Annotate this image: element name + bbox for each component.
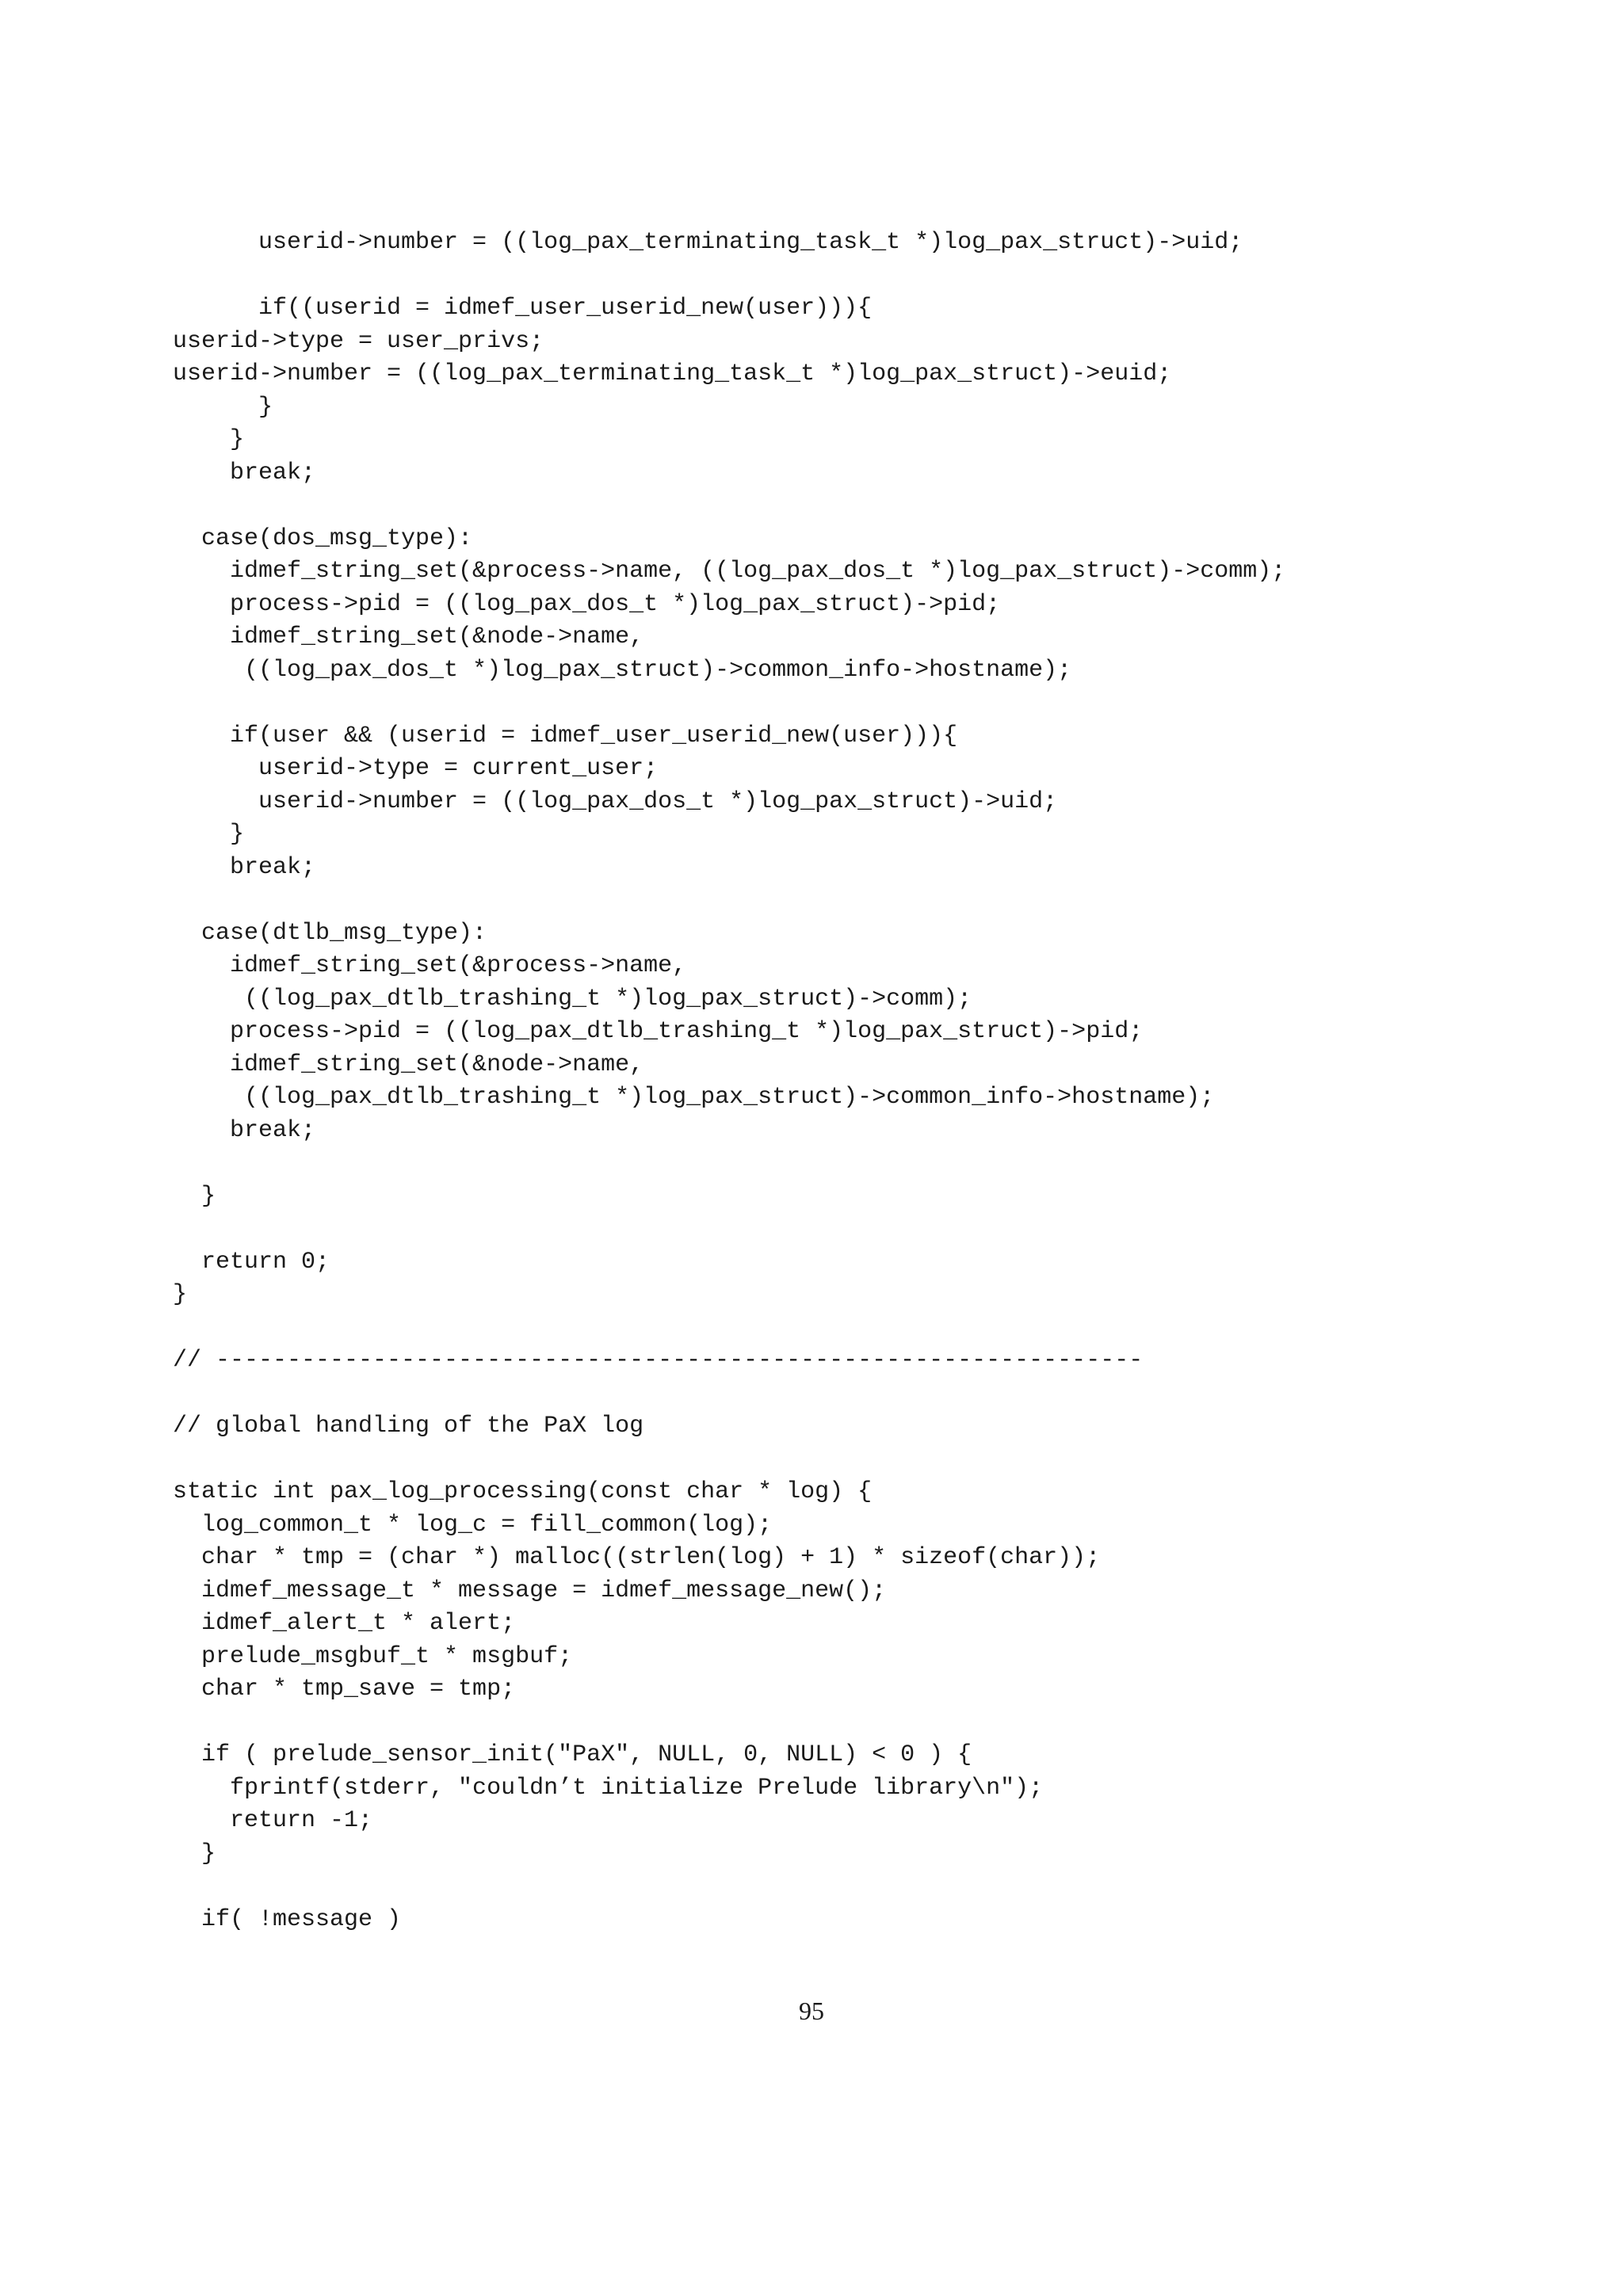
code-line: if(user && (userid = idmef_user_userid_new(user))){: [173, 722, 958, 749]
code-line: [173, 884, 1285, 917]
code-line: case(dtlb_msg_type):: [173, 919, 487, 947]
code-line: [173, 1147, 1285, 1180]
code-line: // global handling of the PaX log: [173, 1413, 644, 1440]
code-line: if((userid = idmef_user_userid_new(user))){: [173, 295, 873, 322]
code-line: ((log_pax_dtlb_trashing_t *)log_pax_struct)->comm);: [173, 985, 972, 1013]
code-line: break;: [173, 853, 316, 881]
code-line: // -----------------------------------------------------------------: [173, 1347, 1144, 1374]
code-line: break;: [173, 1116, 316, 1144]
code-line: prelude_msgbuf_t * msgbuf;: [173, 1642, 573, 1670]
code-line: fprintf(stderr, "couldn’t initialize Prelude library\n");: [173, 1774, 1044, 1802]
code-line: idmef_alert_t * alert;: [173, 1610, 516, 1637]
code-line: idmef_message_t * message = idmef_message_new();: [173, 1577, 887, 1604]
code-line: idmef_string_set(&node->name,: [173, 624, 644, 650]
code-line: userid->type = user_privs;: [173, 327, 544, 355]
code-line: break;: [173, 459, 316, 486]
code-listing: [173, 227, 1285, 1936]
code-line: }: [173, 426, 245, 453]
code-line: static int pax_log_processing(const char * log) {: [173, 1478, 873, 1505]
code-line: ((log_pax_dos_t *)log_pax_struct)->common_info->hostname);: [173, 656, 1072, 684]
code-line: case(dos_msg_type):: [173, 524, 473, 552]
code-line: process->pid = ((log_pax_dtlb_trashing_t *)log_pax_struct)->pid;: [173, 1018, 1144, 1045]
code-line: }: [173, 821, 245, 848]
code-line: return 0;: [173, 1248, 330, 1276]
code-line: log_common_t * log_c = fill_common(log);: [173, 1511, 773, 1539]
code-line: ((log_pax_dtlb_trashing_t *)log_pax_struct)->common_info->hostname);: [173, 1084, 1215, 1111]
code-line: userid->number = ((log_pax_terminating_task_t *)log_pax_struct)->euid;: [173, 360, 1172, 387]
code-line: [173, 687, 1285, 720]
code-line: [173, 1444, 1285, 1477]
code-line: userid->number = ((log_pax_terminating_task_t *)log_pax_struct)->uid;: [173, 229, 1243, 256]
code-line: }: [173, 1281, 188, 1308]
code-line: }: [173, 1182, 216, 1210]
code-line: [173, 1707, 1285, 1740]
code-line: [173, 1871, 1285, 1904]
code-line: idmef_string_set(&process->name, ((log_pax_dos_t *)log_pax_struct)->comm);: [173, 558, 1286, 585]
code-line: if( !message ): [173, 1905, 402, 1933]
code-line: idmef_string_set(&node->name,: [173, 1051, 644, 1078]
code-line: userid->number = ((log_pax_dos_t *)log_pax_struct)->uid;: [173, 788, 1058, 815]
code-line: [173, 1378, 1285, 1411]
code-line: char * tmp = (char *) malloc((strlen(log) + 1) * sizeof(char));: [173, 1544, 1101, 1571]
code-line: [173, 260, 1285, 293]
code-line: process->pid = ((log_pax_dos_t *)log_pax_struct)->pid;: [173, 590, 1001, 618]
code-line: userid->type = current_user;: [173, 755, 659, 782]
code-line: [173, 490, 1285, 523]
code-line: }: [173, 393, 273, 421]
code-line: return -1;: [173, 1807, 373, 1834]
code-line: char * tmp_save = tmp;: [173, 1676, 516, 1703]
code-line: [173, 1213, 1285, 1246]
code-line: }: [173, 1840, 216, 1867]
code-line: if ( prelude_sensor_init("PaX", NULL, 0, NULL) < 0 ) {: [173, 1741, 972, 1768]
page-number: 95: [799, 1997, 824, 2025]
code-line: [173, 1312, 1285, 1345]
code-line: idmef_string_set(&process->name,: [173, 952, 687, 979]
